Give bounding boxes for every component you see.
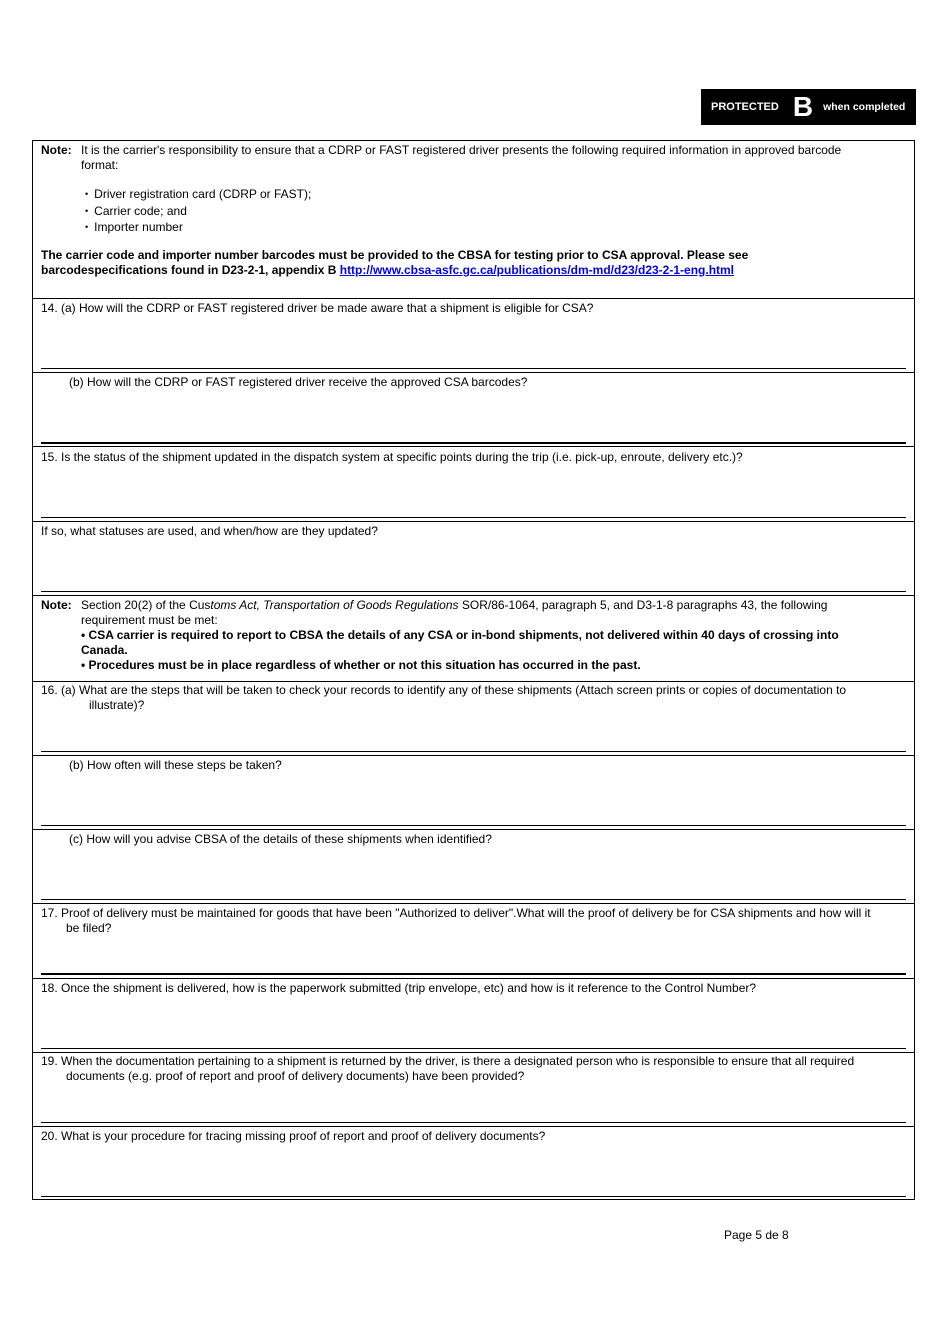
divider bbox=[33, 446, 914, 447]
divider bbox=[33, 595, 914, 596]
q16c-answer-line[interactable] bbox=[41, 899, 906, 900]
list-item: • Driver registration card (CDRP or FAST); bbox=[85, 187, 311, 204]
divider bbox=[33, 372, 914, 373]
q14a-answer-line[interactable] bbox=[41, 368, 906, 369]
d23-2-1-link[interactable]: http://www.cbsa-asfc.gc.ca/publications/dm-md/d23/d23-2-1-eng.html bbox=[339, 263, 735, 277]
protected-label: PROTECTED bbox=[711, 101, 779, 113]
note2-bullet-2: • Procedures must be in place regardless of whether or not this situation has occurred in the past. bbox=[81, 658, 641, 672]
q16c-text: (c) How will you advise CBSA of the details of these shipments when identified? bbox=[69, 832, 492, 846]
list-item: • Carrier code; and bbox=[85, 204, 311, 221]
note2-text: Section 20(2) of the Customs Act, Transportation of Goods Regulations SOR/86-1064, paragraph 5, and D3-1-8 paragraphs 43, the following requirement must be met: • CSA carrier is required to report to CBSA the details of any CSA or in-bond shipments, not delivered within 40 days of crossing into Canada. • Procedures must be in place regardless of whether or not this situation has occurred in the past. bbox=[81, 598, 911, 673]
divider bbox=[33, 903, 914, 904]
note2-label: Note: bbox=[41, 598, 72, 612]
q20-text: 20. What is your procedure for tracing missing proof of report and proof of delivery documents? bbox=[41, 1129, 546, 1143]
q18-text: 18. Once the shipment is delivered, how is the paperwork submitted (trip envelope, etc) and how is it reference to the Control Number? bbox=[41, 981, 757, 995]
q16b-answer-line[interactable] bbox=[41, 825, 906, 826]
q16b-text: (b) How often will these steps be taken? bbox=[69, 758, 282, 772]
q16a-text: 16. (a) What are the steps that will be taken to check your records to identify any of these shipments (Attach screen prints or copies of documentation to illustrate)? bbox=[41, 683, 847, 712]
q17-answer-line[interactable] bbox=[41, 973, 906, 975]
q18-answer-line[interactable] bbox=[41, 1048, 906, 1049]
q15b-text: If so, what statuses are used, and when/how are they updated? bbox=[41, 524, 378, 538]
note1-text: It is the carrier's responsibility to ensure that a CDRP or FAST registered driver presents the following required information in approved barcode format: bbox=[81, 143, 842, 172]
protected-b-banner bbox=[701, 89, 916, 125]
divider bbox=[33, 298, 914, 299]
q15b-answer-line[interactable] bbox=[41, 591, 906, 592]
q15-text: 15. Is the status of the shipment updated in the dispatch system at specific points during the trip (i.e. pick-up, enroute, delivery etc.)? bbox=[41, 450, 743, 464]
divider bbox=[33, 978, 914, 979]
divider bbox=[33, 521, 914, 522]
q19-text: 19. When the documentation pertaining to a shipment is returned by the driver, is there a designated person who is responsible to ensure that all required documents (e.g. proof of report and proof of delivery documents) have been provided? bbox=[41, 1054, 855, 1083]
when-completed-label: when completed bbox=[823, 101, 906, 113]
q14b-text: (b) How will the CDRP or FAST registered driver receive the approved CSA barcodes? bbox=[69, 375, 528, 389]
q14b-answer-line[interactable] bbox=[41, 442, 906, 444]
divider bbox=[33, 829, 914, 830]
form-body bbox=[32, 140, 915, 1200]
q17-text: 17. Proof of delivery must be maintained for goods that have been "Authorized to deliver".What will the proof of delivery be for CSA shipments and how will it be filed? bbox=[41, 906, 871, 935]
divider bbox=[33, 681, 914, 682]
note2-bullet-1: • CSA carrier is required to report to CBSA the details of any CSA or in-bond shipments, not delivered within 40 days of crossing into Canada. bbox=[81, 628, 839, 657]
note1-bullet-list bbox=[85, 187, 311, 237]
q20-answer-line[interactable] bbox=[41, 1196, 906, 1197]
q16a-answer-line[interactable] bbox=[41, 751, 906, 752]
divider bbox=[33, 1052, 914, 1053]
q15-answer-line[interactable] bbox=[41, 517, 906, 518]
note1-label: Note: bbox=[41, 143, 72, 157]
divider bbox=[33, 1126, 914, 1127]
q19-answer-line[interactable] bbox=[41, 1122, 906, 1123]
q14a-text: 14. (a) How will the CDRP or FAST registered driver be made aware that a shipment is eligible for CSA? bbox=[41, 301, 594, 315]
divider bbox=[33, 755, 914, 756]
list-item: • Importer number bbox=[85, 220, 311, 237]
note1-barcode-requirement: The carrier code and importer number barcodes must be provided to the CBSA for testing prior to CSA approval. Please see barcodespecifications found in D23-2-1, appendix B http://www.cbsa-asfc.gc.ca/publications/dm-md/d23/d23-2-1-eng.html bbox=[41, 248, 749, 277]
page-number: Page 5 de 8 bbox=[724, 1228, 789, 1242]
protected-letter: B bbox=[792, 91, 814, 122]
